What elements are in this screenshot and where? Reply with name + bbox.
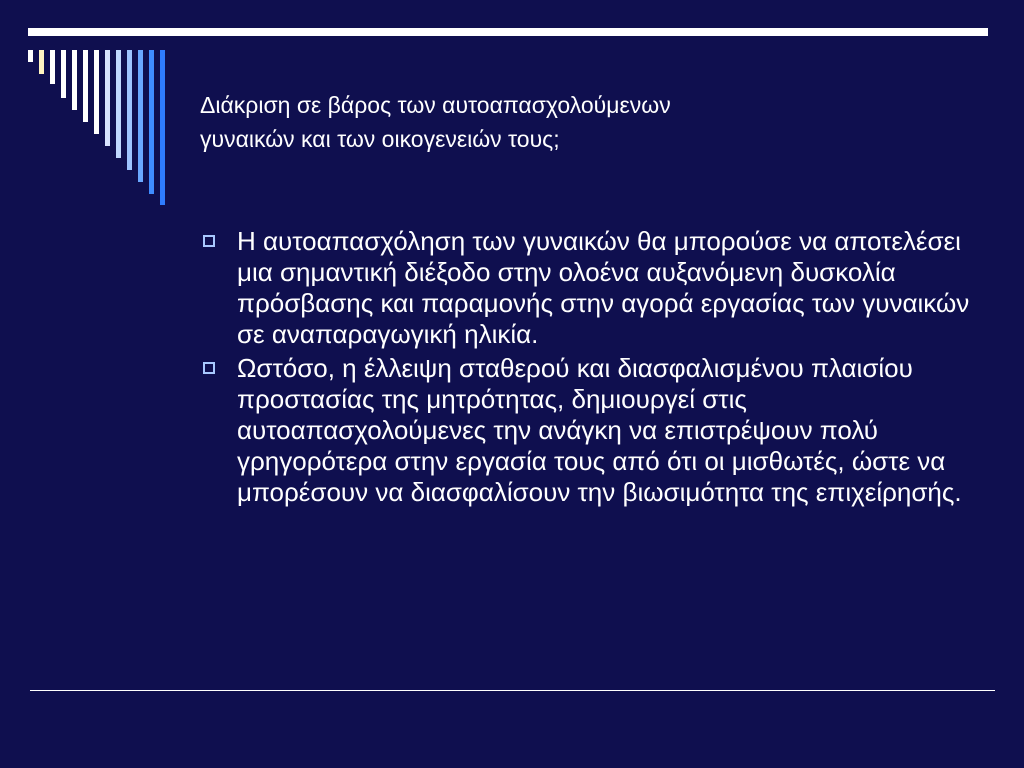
- stripe: [149, 50, 154, 194]
- bullet-text: Η αυτοαπασχόληση των γυναικών θα μπορούσε να αποτελέσει μια σημαντική διέξοδο στην ολοένα αυξανόμενη δυσκολία πρόσβασης και παραμονής στην αγορά εργασίας των γυναικών σε αναπαραγωγική ηλικία.: [237, 226, 970, 349]
- stripe: [127, 50, 132, 170]
- bullet-item: [200, 353, 980, 508]
- stripe: [83, 50, 88, 122]
- slide-title: [200, 88, 960, 156]
- stripe: [28, 50, 33, 62]
- stripe: [72, 50, 77, 110]
- stripe: [160, 50, 165, 205]
- bottom-rule: [30, 690, 995, 691]
- bullet-item: [200, 226, 980, 350]
- decorative-stripes: [0, 0, 180, 220]
- stripe: [39, 50, 44, 74]
- stripe: [50, 50, 55, 84]
- square-bullet-icon: [203, 235, 215, 247]
- stripe: [94, 50, 99, 134]
- stripe: [138, 50, 143, 182]
- stripe: [105, 50, 110, 146]
- stripe: [116, 50, 121, 158]
- stripe: [61, 50, 66, 98]
- slide-title-line-2: γυναικών και των οικογενειών τους;: [200, 126, 560, 152]
- bullet-text: Ωστόσο, η έλλειψη σταθερού και διασφαλισμένου πλαισίου προστασίας της μητρότητας, δημιουργεί στις αυτοαπασχολούμενες την ανάγκη να επιστρέψουν πολύ γρηγορότερα στην εργασία τους από ότι οι μισθωτές, ώστε να μπορέσουν να διασφαλίσουν την βιωσιμότητα της επιχείρησής.: [237, 353, 962, 507]
- square-bullet-icon: [203, 362, 215, 374]
- bullet-list: [200, 226, 980, 511]
- slide-title-line-1: Διάκριση σε βάρος των αυτοαπασχολούμενων: [200, 92, 671, 118]
